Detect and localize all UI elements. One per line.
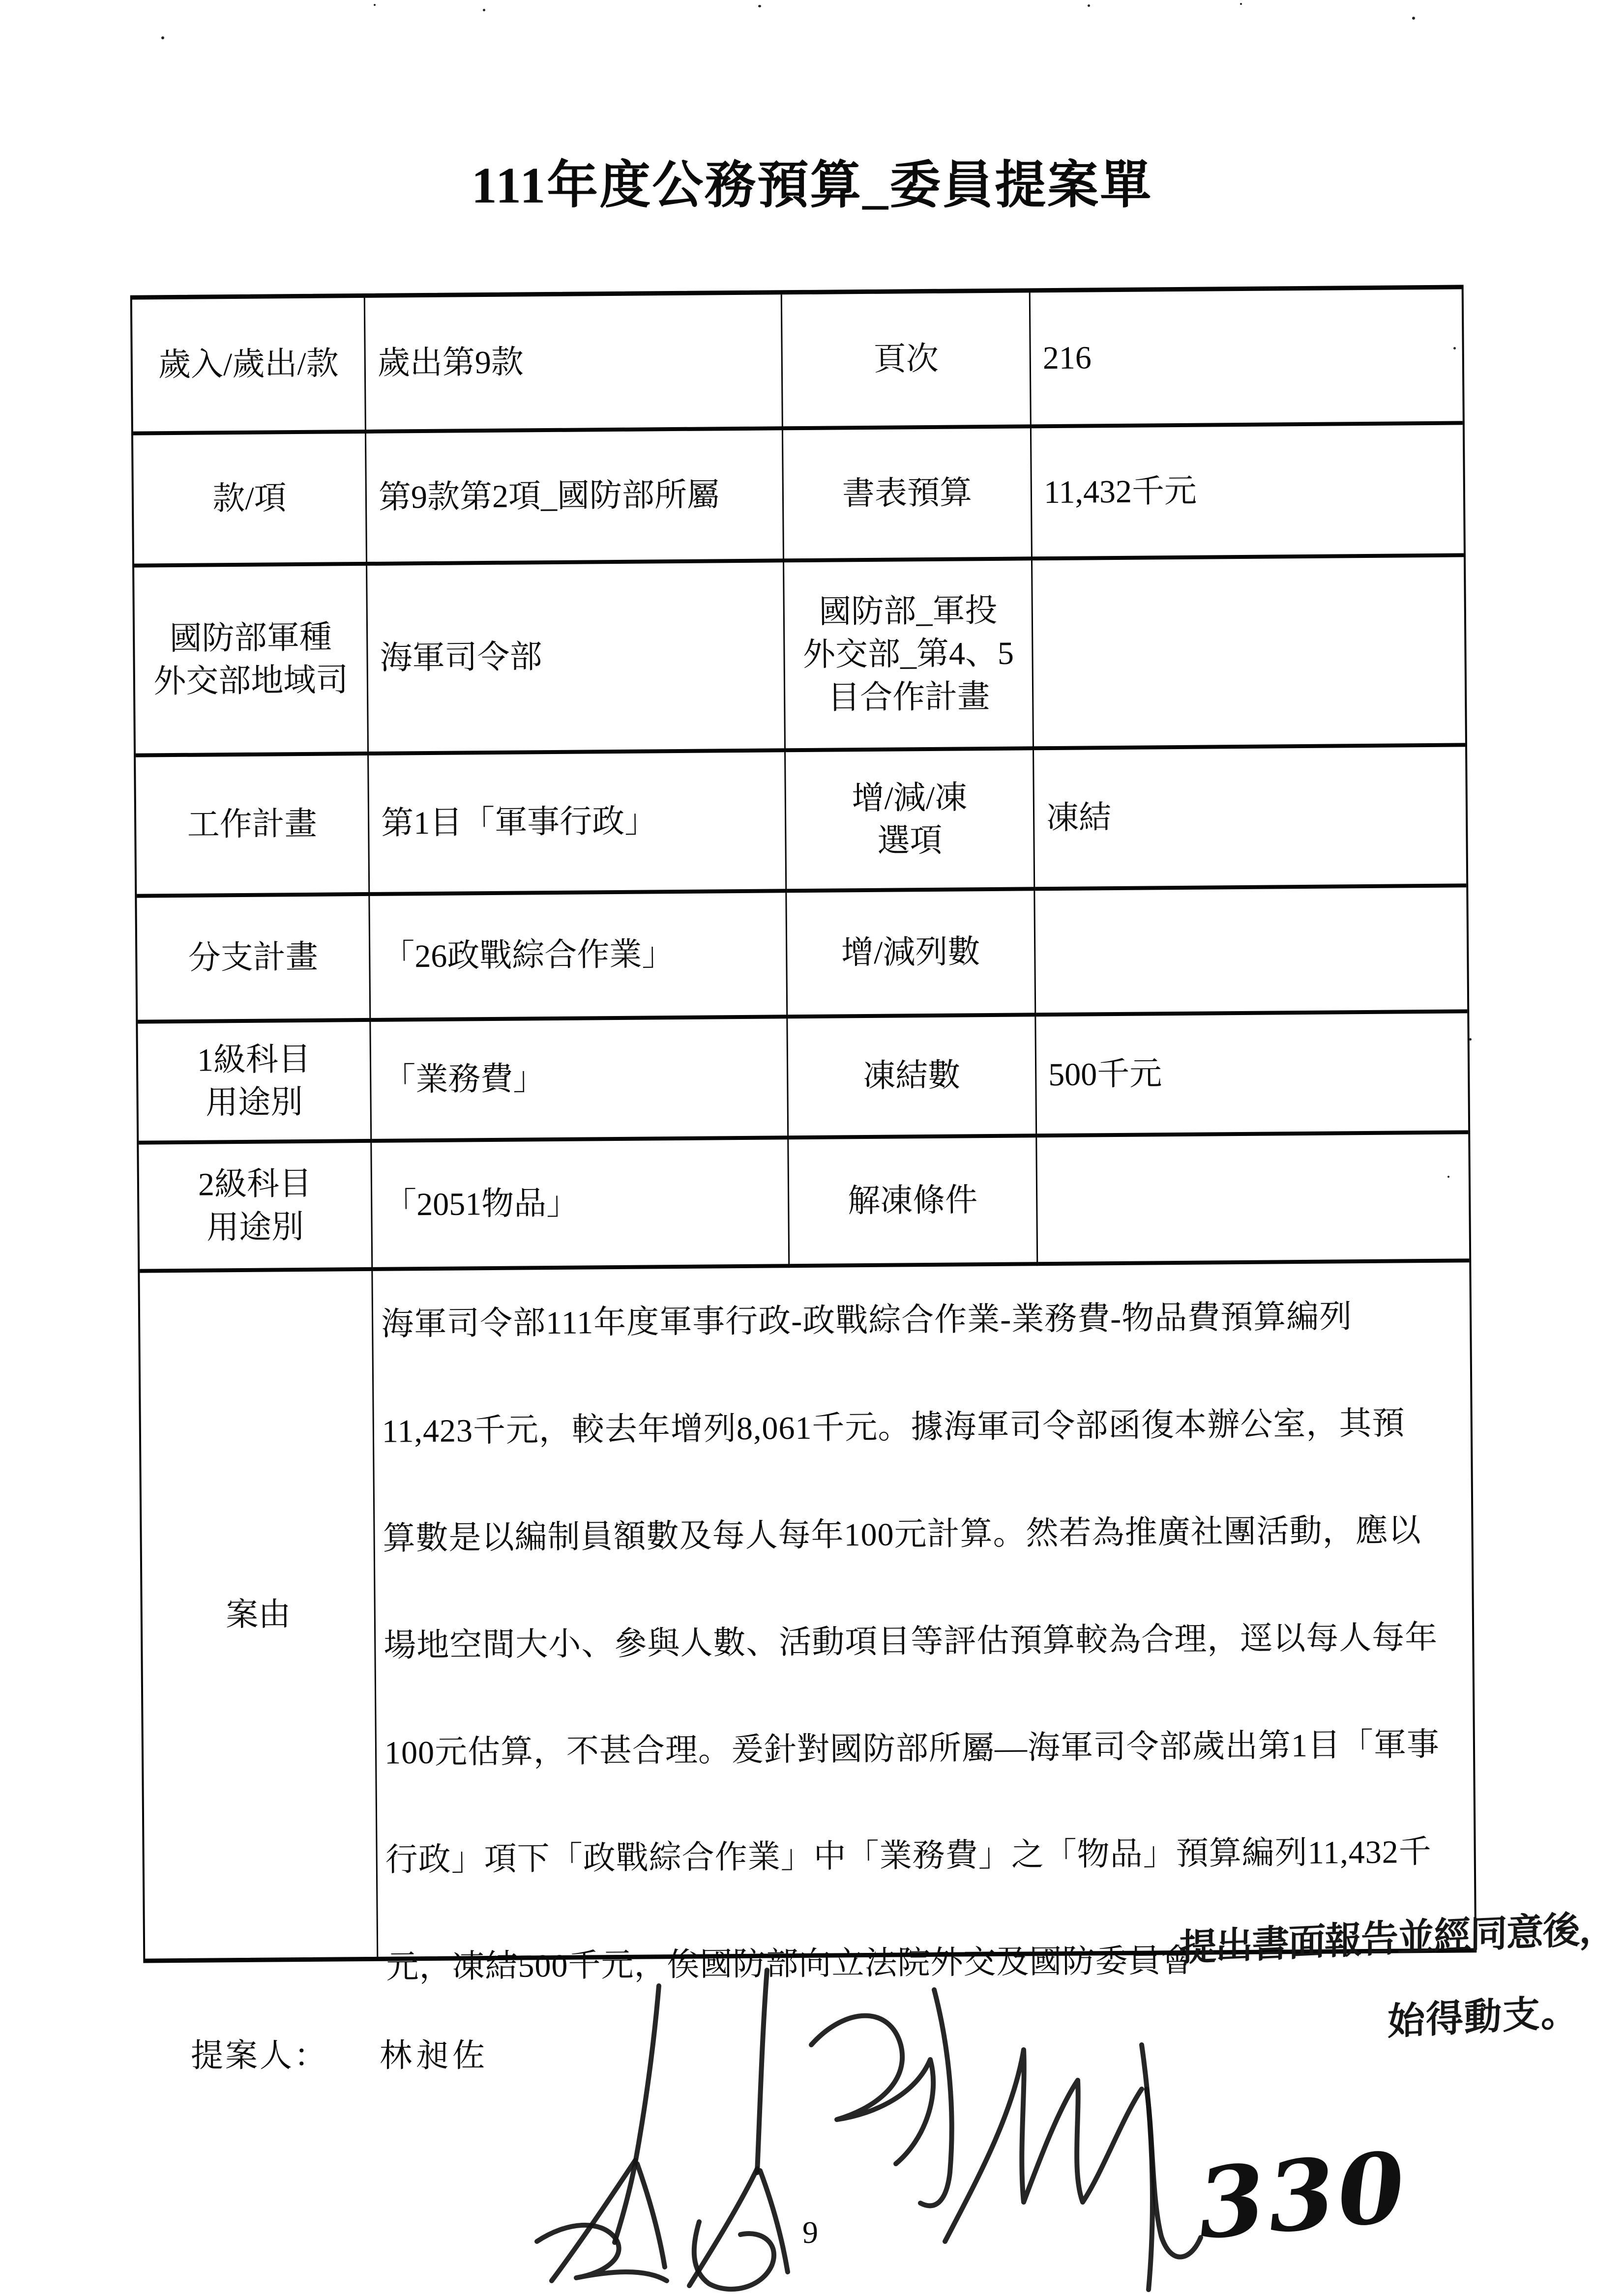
row-label-military-investment: 國防部_軍投 外交部_第4、5 目合作計畫 — [784, 560, 1034, 752]
row-value-book-budget: 11,432千元 — [1032, 425, 1464, 560]
page-number: 9 — [802, 2215, 818, 2250]
row-label-service-branch: 國防部軍種 外交部地域司 — [134, 566, 369, 757]
proposer-name: 林昶佐 — [380, 2038, 489, 2074]
row-value-freeze-option: 凍結 — [1034, 747, 1466, 891]
row-value-level1-subject: 「業務費」 — [371, 1018, 789, 1143]
row-value-page-index: 216 — [1031, 289, 1463, 428]
scan-speck — [374, 4, 376, 6]
row-label-freeze-amount: 凍結數 — [788, 1017, 1037, 1139]
row-value-expenditure-item9: 歲出第9款 — [365, 294, 783, 434]
row-label-page-index: 頁次 — [782, 292, 1032, 430]
scan-speck — [758, 5, 761, 7]
scan-speck — [1469, 1038, 1472, 1041]
scan-speck — [1240, 3, 1242, 5]
row-label-work-plan: 工作計畫 — [136, 756, 370, 898]
scan-speck — [161, 36, 164, 39]
handwritten-note-line2: 始得動支。 — [1388, 1989, 1579, 2044]
row-label-level1-subject: 1級科目 用途別 — [138, 1022, 372, 1145]
row-label-book-budget: 書表預算 — [783, 428, 1033, 562]
row-label-revenue-expenditure: 歲入/歲出/款 — [132, 298, 366, 436]
scan-speck — [483, 9, 485, 11]
handwritten-note-line1: 提出書面報告並經同意後， — [1179, 1906, 1616, 1970]
scan-speck — [1412, 17, 1415, 20]
row-label-branch-plan: 分支計畫 — [137, 896, 371, 1024]
page-title: 111年度公務預算_委員提案單 — [471, 157, 1153, 214]
proposer-label: 提案人： — [191, 2038, 328, 2074]
row-value-work-plan: 第1目「軍事行政」 — [369, 752, 787, 896]
row-value-level2-subject: 「2051物品」 — [372, 1139, 790, 1271]
row-label-level2-subject: 2級科目 用途別 — [139, 1143, 373, 1273]
scan-speck — [1088, 4, 1090, 7]
handwritten-number-330: 330 — [1193, 2130, 1413, 2262]
row-value-freeze-amount: 500千元 — [1036, 1013, 1468, 1137]
proposer-signature-icon — [552, 1970, 952, 2286]
row-label-add-reduce-freeze: 增/減/凍 選項 — [786, 750, 1035, 893]
row-value-branch-plan: 「26政戰綜合作業」 — [370, 893, 788, 1022]
row-label-adjust-amount: 增/減列數 — [787, 891, 1036, 1018]
scan-speck — [1453, 347, 1456, 349]
row-label-item-section: 款/項 — [133, 434, 367, 568]
row-label-unfreeze-condition: 解凍條件 — [789, 1137, 1038, 1268]
case-description-text: 海軍司令部111年度軍事行政-政戰綜合作業-業務費-物品費預算編列 11,423千元，較去年增列8,061千元。據海軍司令部函復本辦公室，其預 算數是以編制員額數及每人每年100元計算。然若為推廣社團活動，應以 場地空間大小、參與人數、活動項目等評估預算較為合理，逕以每人每年 100元估算，不甚合理。爰針對國防部所屬—海軍司令部歲出第1目「軍事 行政」項下「政戰綜合作業」中「業務費」之「物品」預算編列11,432千 元，凍結500千元，俟國防部向立法院外交及國防委員會 — [381, 1299, 1440, 1985]
scan-speck — [1447, 1176, 1449, 1178]
row-value-navy-command: 海軍司令部 — [367, 562, 786, 756]
row-value-item-section: 第9款第2項_國防部所屬 — [366, 430, 784, 566]
second-signature-icon — [945, 2045, 1201, 2290]
row-label-case: 案由 — [140, 1271, 378, 1959]
